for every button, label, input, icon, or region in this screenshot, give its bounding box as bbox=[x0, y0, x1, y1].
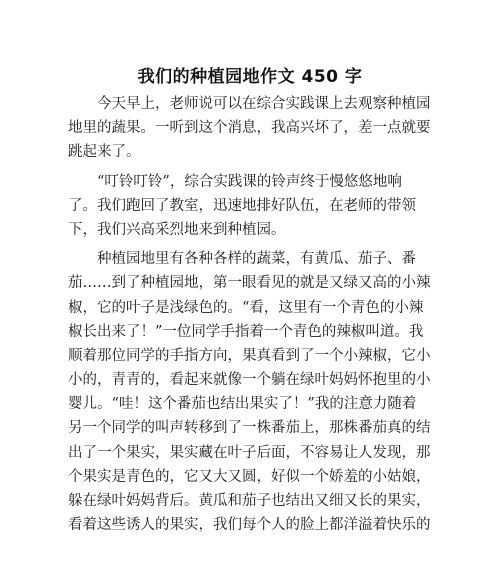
text-line: 今天早上，老师说可以在综合实践课上去观察种植园 bbox=[68, 96, 431, 112]
paragraph-3 bbox=[68, 247, 438, 537]
text-line: 出了一个果实，果实藏在叶子后面，不容易让人发现，那 bbox=[68, 444, 431, 461]
document-title: 我们的种植园地作文 450 字 bbox=[137, 67, 363, 87]
text-line: 婴儿。“哇！这个番茄也结出果实了！”我的注意力随着 bbox=[68, 396, 417, 413]
paragraph-2 bbox=[68, 170, 438, 243]
text-line: 跳起来了。 bbox=[68, 144, 141, 161]
text-line: 另一个同学的叫声转移到了一株番茄上，那株番茄真的结 bbox=[68, 420, 431, 437]
text-line: 椒，它的叶子是浅绿色的。“看，这里有一个青色的小辣 bbox=[68, 299, 424, 316]
text-line: 了。我们跑回了教室，迅速地排好队伍，在老师的带领 bbox=[68, 197, 416, 214]
text-line: 茄……到了种植园地，第一眼看见的就是又绿又高的小辣 bbox=[68, 275, 431, 292]
text-line: 下，我们兴高采烈地来到种植园。 bbox=[68, 221, 286, 238]
text-line: “叮铃叮铃”，综合实践课的铃声终于慢悠悠地响 bbox=[68, 173, 402, 190]
text-line: 看着这些诱人的果实，我们每个人的脸上都洋溢着快乐的 bbox=[68, 517, 431, 534]
text-line: 个果实是青色的，它又大又圆，好似一个娇羞的小姑娘， bbox=[68, 468, 431, 485]
text-line: 椒长出来了！”一位同学手指着一个青色的辣椒叫道。我 bbox=[68, 323, 424, 340]
document-body bbox=[68, 92, 438, 537]
paragraph-1 bbox=[68, 92, 438, 165]
text-line: 种植园地里有各种各样的蔬菜，有黄瓜、茄子、番 bbox=[68, 251, 416, 268]
text-line: 躲在绿叶妈妈背后。黄瓜和茄子也结出又细又长的果实， bbox=[68, 493, 431, 509]
text-line: 地里的蔬果。一听到这个消息，我高兴坏了，差一点就要 bbox=[68, 120, 431, 137]
text-line: 小的，青青的，看起来就像一个躺在绿叶妈妈怀抱里的小 bbox=[68, 372, 431, 389]
text-line: 顺着那位同学的手指方向，果真看到了一个小辣椒，它小 bbox=[68, 347, 431, 364]
